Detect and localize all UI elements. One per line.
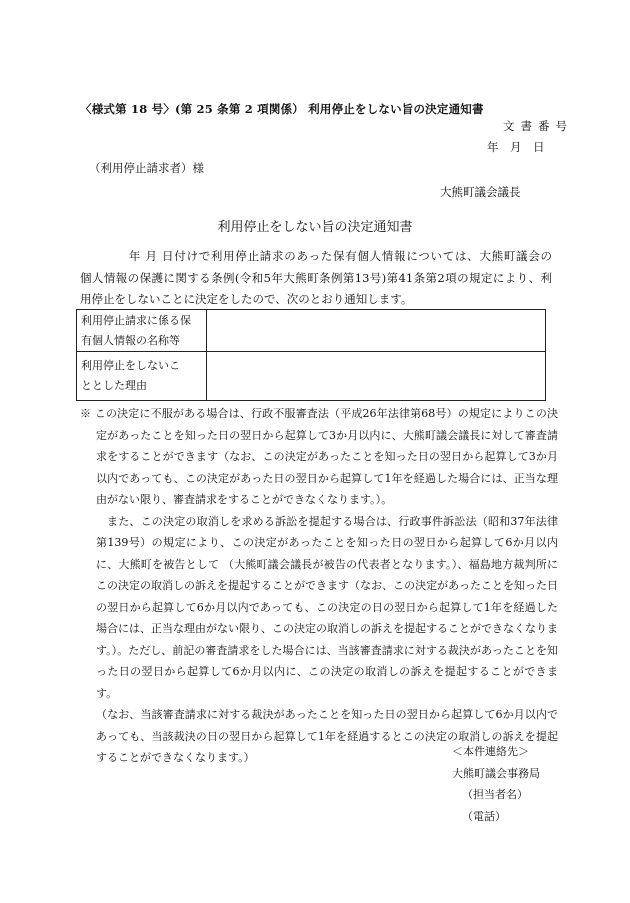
- form-label: 〈様式第 18 号〉(第 25 条第 2 項関係） 利用停止をしない旨の決定通知書: [80, 102, 484, 116]
- body-line: 用停止をしないことに決定をしたので、次のとおり通知します。: [80, 292, 413, 306]
- document-date: 年 月 日: [487, 140, 545, 154]
- contact-phone: （電話）: [462, 809, 506, 823]
- table-label-cell: [77, 310, 207, 352]
- table-label-cell: [77, 352, 207, 401]
- contact-block: [452, 741, 540, 827]
- table-label-line: ととした理由: [81, 379, 147, 392]
- note-paragraph: また、この決定の取消しを求める訴訟を提起する場合は、行政事件訴訟法（昭和37年法律第139号）の規定により、この決定があったことを知った日の翌日から起算して6か月以内に、大熊町を被告として （大熊町議会議長が被告の代表者となります。）、福島地方裁判所にこの決定の取消しの訴えを提起することができます（なお、この決定があったことを知った日の翌日から起算して6か月以内であっても、この決定の日の翌日から起算して1年を経過した場合には、正当な理由がない限り、この決定の取消しの訴えを提起することができなくなります。）。ただし、前記の審査請求をした場合には、当該審査請求に対する裁決があったことを知った日の翌日から起算して6か月以内に、この決定の取消しの訴えを提起することができます。: [96, 514, 558, 700]
- table-row: [77, 352, 546, 401]
- recipient: （利用停止請求者）様: [89, 161, 204, 175]
- page-title: 利用停止をしない旨の決定通知書: [217, 220, 413, 235]
- contact-heading: ＜本件連絡先＞: [452, 745, 529, 758]
- notes: [80, 403, 558, 769]
- table-label-line: 利用停止をしないこ: [81, 359, 180, 372]
- info-table: [76, 309, 546, 401]
- table-value-cell: [207, 310, 546, 352]
- contact-person: （担当者名）: [462, 788, 528, 801]
- contact-office: 大熊町議会事務局: [452, 766, 540, 780]
- document-number: 文書番号: [503, 119, 573, 133]
- table-row: [77, 310, 546, 352]
- note-paragraph: （なお、当該審査請求に対する裁決があったことを知った日の翌日から起算して6か月以内であっても、当該裁決の日の翌日から起算して1年を経過するとこの決定の取消しの訴えを提起することができなくなります。）: [96, 708, 558, 764]
- note-paragraph: ※ この決定に不服がある場合は、行政不服審査法（平成26年法律第68号）の規定によりこの決定があったことを知った日の翌日から起算して3か月以内に、大熊町議会議長に対して審査請求をすることができます（なお、この決定があったことを知った日の翌日から起算して3か月以内であっても、この決定があった日の翌日から起算して1年を経過した場合には、正当な理由がない限り、審査請求をすることができなくなります。）。: [80, 407, 558, 506]
- body-line: 年 月 日付けで利用停止請求のあった保有個人情報については、大熊町議会の: [80, 249, 552, 263]
- table-value-cell: [207, 352, 546, 401]
- body-line: 個人情報の保護に関する条例(令和5年大熊町条例第13号)第41条第2項の規定により、利: [80, 270, 552, 285]
- table-label-line: 利用停止請求に係る保: [81, 313, 191, 327]
- body-text: [80, 246, 552, 311]
- table-label-line: 有個人情報の名称等: [81, 333, 180, 347]
- sender: 大熊町議会議長: [440, 185, 521, 199]
